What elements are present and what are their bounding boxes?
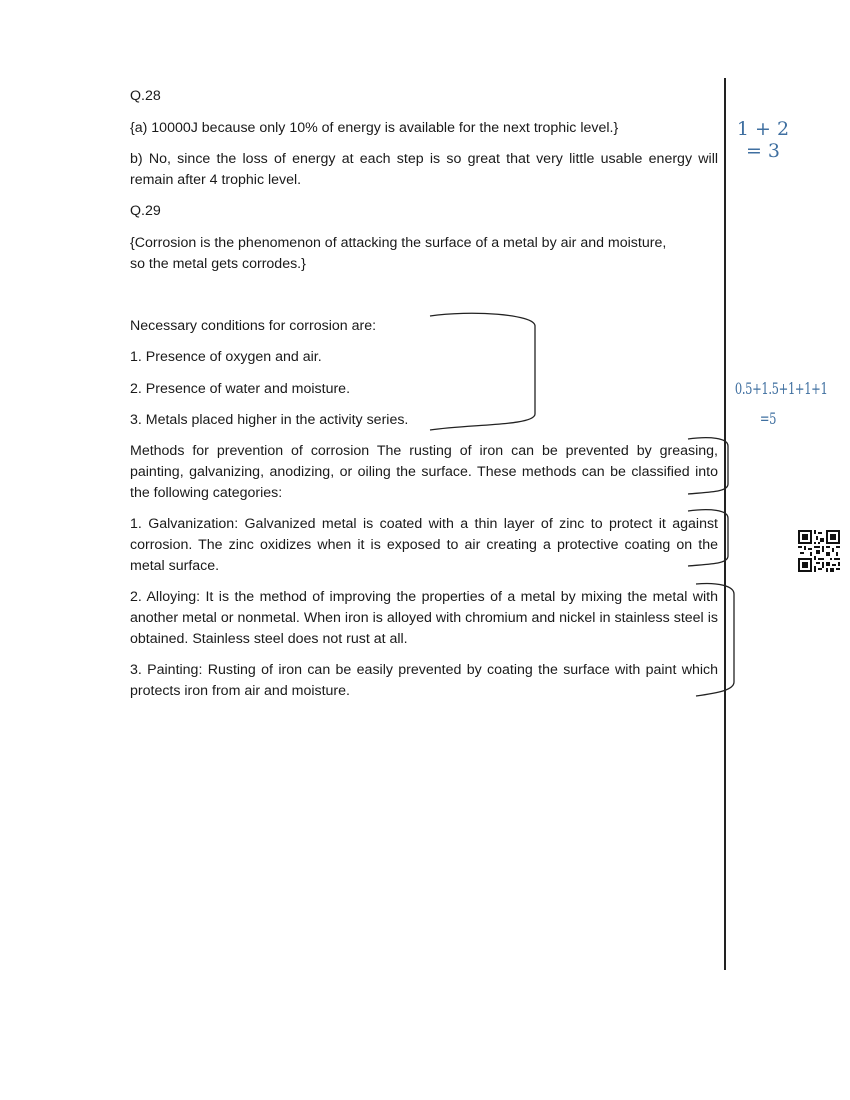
method-alloying: 2. Alloying: It is the method of improving the properties of a metal by mixing the metal with another metal or nonmetal. When iron is alloyed with chromium and nickel in stainless steel is obtained. Stainless steel does not rust at all. — [130, 589, 718, 647]
method-galvanization: 1. Galvanization: Galvanized metal is coated with a thin layer of zinc to protect it against corrosion. The zinc oxidizes when it is exposed to air creating a protective coating on the metal surface. — [130, 516, 718, 574]
q28-marks — [728, 118, 798, 162]
condition-item: 2. Presence of water and moisture. — [130, 381, 351, 397]
q29-marks-line1: 0.5+1.5+1+1+1 — [734, 379, 828, 398]
condition-item: 3. Metals placed higher in the activity series. — [130, 412, 409, 428]
q28-marks-line2: = 3 — [745, 140, 781, 162]
q28-marks-line1: 1 + 2 — [736, 118, 790, 140]
q29-label: Q.29 — [130, 203, 161, 219]
q28-label: Q.28 — [130, 88, 161, 104]
method-painting: 3. Painting: Rusting of iron can be easily prevented by coating the surface with paint which protects iron from air and moisture. — [130, 662, 718, 699]
conditions-heading: Necessary conditions for corrosion are: — [130, 318, 377, 334]
q28-answer-a: {a) 10000J because only 10% of energy is available for the next trophic level.} — [130, 120, 619, 136]
q29-marks — [734, 374, 828, 434]
marking-margin-line — [724, 78, 726, 970]
condition-item: 1. Presence of oxygen and air. — [130, 349, 322, 365]
q29-definition: {Corrosion is the phenomenon of attacking the surface of a metal by air and moisture, so the metal gets corrodes.} — [130, 235, 667, 272]
methods-intro: Methods for prevention of corrosion The rusting of iron can be prevented by greasing, painting, galvanizing, anodizing, or oiling the surface. These methods can be classified into the following categories: — [130, 443, 718, 501]
q28-answer-b: b) No, since the loss of energy at each step is so great that very little usable energy will remain after 4 trophic level. — [130, 151, 718, 188]
q29-marks-line2: =5 — [759, 409, 777, 428]
qr-code-icon — [798, 530, 840, 572]
